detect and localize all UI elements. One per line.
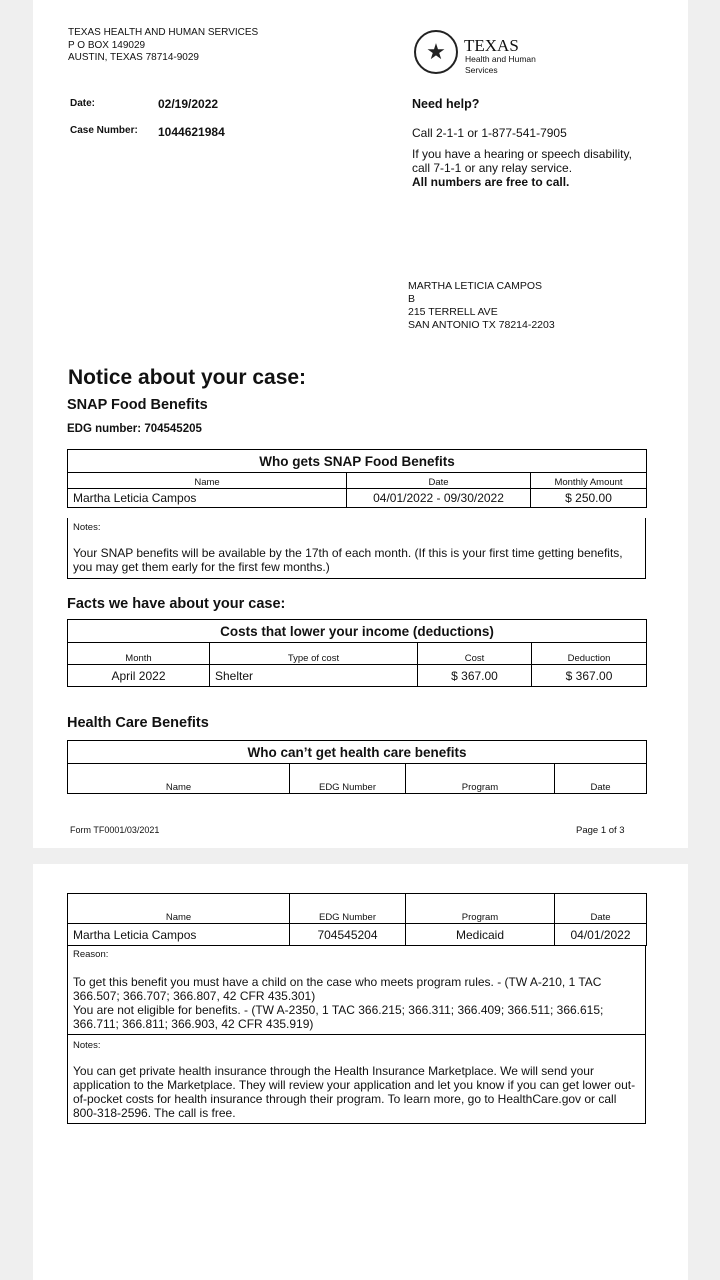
column-header: Type of cost (210, 643, 418, 665)
help-free-note: All numbers are free to call. (412, 175, 570, 189)
notes-text: You can get private health insurance through the Health Insurance Marketplace. We will send your application to the Marketplace. They will review your application and let you know if you can get lower out-of-pocket costs for health insurance through their program. To learn more, go to HealthCare.gov or call 800-318-2596. The call is free. (73, 1064, 636, 1120)
help-phone: Call 2-1-1 or 1-877-541-7905 (412, 126, 567, 140)
reason-label: Reason: (73, 949, 109, 960)
reason-text (73, 975, 637, 1031)
notes-label: Notes: (73, 1040, 101, 1051)
table-title: Costs that lower your income (deductions) (68, 620, 647, 643)
recipient-line: B (408, 293, 416, 305)
date-value: 02/19/2022 (158, 97, 219, 111)
sender-address (68, 27, 258, 65)
column-header: EDG Number (290, 894, 406, 924)
sender-line: P O BOX 149029 (68, 39, 146, 51)
cell-cost: $ 367.00 (418, 665, 532, 687)
edg-number (67, 423, 202, 435)
recipient-line: MARTHA LETICIA CAMPOS (408, 280, 543, 292)
cell-name: Martha Leticia Campos (68, 489, 347, 508)
divider (68, 1034, 645, 1035)
notice-title: Notice about your case: (68, 366, 307, 389)
cell-name: Martha Leticia Campos (68, 924, 290, 946)
help-hearing-line: If you have a hearing or speech disability, (412, 147, 632, 161)
page-number: Page 1 of 3 (576, 825, 625, 836)
table-title: Who can’t get health care benefits (68, 741, 647, 764)
cell-program: Medicaid (406, 924, 555, 946)
recipient-line: SAN ANTONIO TX 78214-2203 (408, 319, 555, 331)
column-header: Date (555, 764, 647, 794)
snap-notes (67, 518, 646, 579)
notes-label: Notes: (73, 522, 101, 533)
deductions-table (67, 619, 647, 687)
column-header: Cost (418, 643, 532, 665)
column-header: Program (406, 764, 555, 794)
column-header: Date (555, 894, 647, 924)
date-label: Date: (70, 98, 96, 109)
table-row (68, 489, 647, 508)
sender-line: AUSTIN, TEXAS 78714-9029 (68, 52, 199, 63)
reason-text-line: You are not eligible for benefits. - (TW A-2350, 1 TAC 366.215; 366.311; 366.409; 366.511; 366.615; 366.711; 366.811; 366.903, 42 CFR 435.919) (73, 1003, 604, 1031)
cell-date: 04/01/2022 - 09/30/2022 (347, 489, 531, 508)
edg-value: 704545205 (144, 423, 202, 435)
cell-type: Shelter (210, 665, 418, 687)
edg-label: EDG number: (67, 423, 142, 435)
column-header: Deduction (532, 643, 647, 665)
sender-line: TEXAS HEALTH AND HUMAN SERVICES (68, 27, 259, 38)
health-heading: Health Care Benefits (67, 715, 209, 731)
help-hearing (412, 147, 632, 189)
column-header: Monthly Amount (531, 473, 647, 489)
column-header: EDG Number (290, 764, 406, 794)
column-header: Program (406, 894, 555, 924)
snap-benefits-table (67, 449, 647, 508)
health-table-continued (67, 893, 647, 946)
column-header: Month (68, 643, 210, 665)
case-number-value: 1044621984 (158, 125, 225, 139)
logo-subtitle (465, 54, 536, 75)
cell-amount: $ 250.00 (531, 489, 647, 508)
column-header: Name (68, 894, 290, 924)
recipient-address (408, 280, 555, 332)
cell-edg-number: 704545204 (290, 924, 406, 946)
column-header: Name (68, 764, 290, 794)
document-page-1 (33, 0, 688, 848)
star-seal-icon: ★ (414, 30, 458, 74)
document-page-2 (33, 864, 688, 1280)
cell-date: 04/01/2022 (555, 924, 647, 946)
cell-month: April 2022 (68, 665, 210, 687)
case-number-label: Case Number: (70, 125, 138, 136)
cell-deduction: $ 367.00 (532, 665, 647, 687)
health-table (67, 740, 647, 794)
reason-text-line: To get this benefit you must have a child on the case who meets program rules. - (TW A-210, 1 TAC 366.507; 366.707; 366.807, 42 CFR 435.301) (73, 975, 602, 1003)
facts-heading: Facts we have about your case: (67, 596, 286, 612)
help-hearing-line: call 7-1-1 or any relay service. (412, 161, 573, 175)
notes-text: Your SNAP benefits will be available by the 17th of each month. (If this is your first time getting benefits, you may get them early for the first few months.) (73, 546, 623, 574)
reason-notes-box (67, 945, 646, 1124)
column-header: Name (68, 473, 347, 489)
logo-title: TEXAS (464, 36, 519, 55)
table-row (68, 924, 647, 946)
help-heading: Need help? (412, 97, 480, 111)
program-name: SNAP Food Benefits (67, 397, 208, 413)
logo-sub-line: Health and Human (465, 54, 536, 64)
column-header: Date (347, 473, 531, 489)
table-row (68, 665, 647, 687)
recipient-line: 215 TERRELL AVE (408, 306, 498, 318)
form-number: Form TF0001/03/2021 (70, 825, 160, 835)
logo-sub-line: Services (465, 64, 498, 75)
table-title: Who gets SNAP Food Benefits (68, 450, 647, 473)
